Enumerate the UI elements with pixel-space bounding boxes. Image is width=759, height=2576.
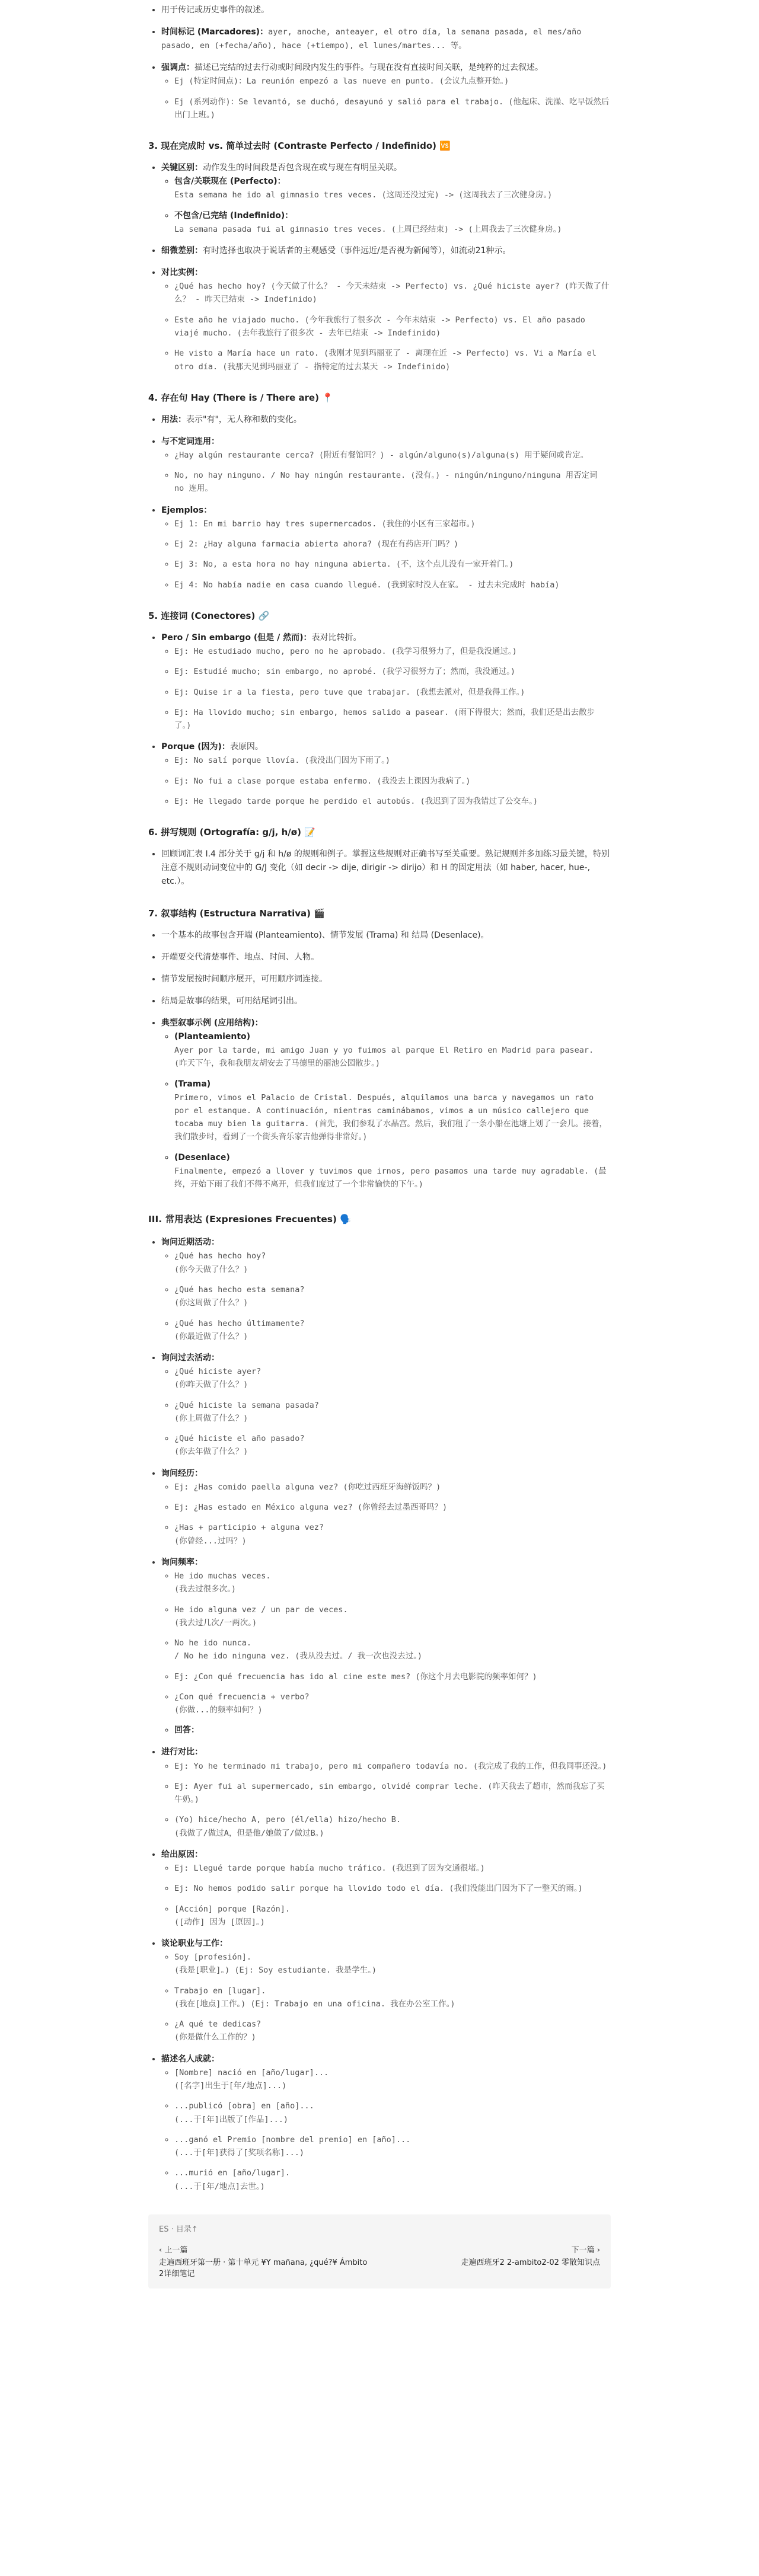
example-item: ◦ Ej: ¿Has comido paella alguna vez? (你吃过西班牙海鲜饭吗？) bbox=[174, 1481, 611, 1494]
list-item: • 开端要交代清楚事件、地点、时间、人物。 bbox=[161, 951, 611, 964]
list-item: • Ejemplos： ◦ Ej 1: En mi barrio hay tres supermercados. (我住的小区有三家超市。) ◦ Ej 2: ¿Hay alguna farmacia abierta ahora? (现在有药店开门吗？) ◦ Ej 3: No, a esta hora no hay ninguna abierta. (不，这个点儿没有一家开着门。) ◦ Ej 4: No había nadie en casa cuando llegué. (我到家时没人在家。 - 过去未完成时 había) bbox=[161, 504, 611, 592]
example-item: ◦ ...publicó [obra] en [año]... (...于[年]出版了[作品]...) bbox=[174, 2099, 611, 2126]
example-item: ◦ ...murió en [año/lugar]. (...于[年/地点]去世。) bbox=[174, 2166, 611, 2193]
list-item: • 用法：表示"有"，无人称和数的变化。 bbox=[161, 413, 611, 427]
list-item: • 回顾词汇表 I.4 部分关于 g/j 和 h/ø 的规则和例子。掌握这些规则对正确书写至关重要。熟记规则并多加练习最关键，特别注意不规则动词变位中的 G/J 变化（如 decir -> dije, dirigir -> dirijo）和 H 的固定用法（如 haber, hacer, hue-, etc.）。 bbox=[161, 848, 611, 889]
example-item: ◦ (Yo) hice/hecho A, pero (él/ella) hizo/hecho B. (我做了/做过A，但是他/她做了/做过B。) bbox=[174, 1813, 611, 1840]
post-navigation bbox=[148, 2214, 611, 2289]
article-body bbox=[148, 0, 611, 2324]
list-item: ◦ 不包含/已完结 (Indefinido)： La semana pasada fui al gimnasio tres veces. (上周已经结束) -> (上周我去了三次健身房。) bbox=[174, 209, 611, 236]
prev-label: ‹ 上一篇 bbox=[159, 2245, 188, 2255]
example-item: ◦ No, no hay ninguno. / No hay ningún restaurante. (没有。) - ningún/ninguno/ninguna 用否定词 no 连用。 bbox=[174, 469, 611, 496]
list-item: ◦ (Trama) Primero, vimos el Palacio de Cristal. Después, alquilamos una barca y navegamos un rato por el estanque. A continuación, mientras caminábamos, vimos a un músico callejero que tocaba muy bien la guitarra. (首先，我们参观了水晶宫。然后，我们租了一条小船在池塘上划了一会儿。接着，我们散步时，看到了一个街头音乐家吉他弹得非常好。) bbox=[174, 1078, 611, 1144]
example-item: ◦ Ej: He llegado tarde porque he perdido el autobús. (我迟到了因为我错过了公交车。) bbox=[174, 795, 611, 808]
example-item: ◦ Ej: ¿Con qué frecuencia has ido al cine este mes? (你这个月去电影院的频率如何？) bbox=[174, 1670, 611, 1683]
example-item: ◦ ¿Con qué frecuencia + verbo? (你做...的频率如何？) bbox=[174, 1690, 611, 1717]
list-item: ◦ 包含/关联现在 (Perfecto)： Esta semana he ido al gimnasio tres veces. (这周还没过完) -> (这周我去了三次健身房。) bbox=[174, 175, 611, 202]
next-title: 走遍西班牙2 2-ambito2-02 零散知识点 bbox=[461, 2258, 600, 2267]
list-item: • 询问过去活动： ◦ ¿Qué hiciste ayer? (你昨天做了什么？) ◦ ¿Qué hiciste la semana pasada? (你上周做了什么？) ◦ ¿Qué hiciste el año pasado? (你去年做了什么？) bbox=[161, 1351, 611, 1459]
list-item: ◦ (Desenlace) Finalmente, empezó a llover y tuvimos que irnos, pero pasamos una tarde muy agradable. (最终，开始下雨了我们不得不离开，但我们度过了一个非常愉快的下午。) bbox=[174, 1151, 611, 1191]
section-heading-conectores: 5. 连接词 (Conectores) 🔗 bbox=[148, 610, 270, 621]
example-item: ◦ Ej: Ayer fui al supermercado, sin embargo, olvidé comprar leche. (昨天我去了超市，然而我忘了买牛奶。) bbox=[174, 1780, 611, 1807]
section-heading-hay: 4. 存在句 Hay (There is / There are) 📍 bbox=[148, 392, 333, 403]
example-item: ◦ Ej: Llegué tarde porque había mucho tráfico. (我迟到了因为交通很堵。) bbox=[174, 1862, 611, 1875]
list-item: • 一个基本的故事包含开端 (Planteamiento)、情节发展 (Trama) 和 结局 (Desenlace)。 bbox=[161, 929, 611, 942]
list-item: • 对比实例： ◦ ¿Qué has hecho hoy? (今天做了什么？ - 今天未结束 -> Perfecto) vs. ¿Qué hiciste ayer? (昨天做了什么？ - 昨天已结束 -> Indefinido) ◦ Este año he viajado mucho. (今年我旅行了很多次 - 今年未结束 -> Perfecto) vs. El año pasado viajé mucho. (去年我旅行了很多次 - 去年已结束 -> Indefinido) ◦ He visto a María hace un rato. (我刚才见到玛丽亚了 - 离现在近 -> Perfecto) vs. Vi a María el otro día. (我那天见到玛丽亚了 - 指特定的过去某天 -> Indefinido) bbox=[161, 266, 611, 373]
list-item: • 询问频率： ◦ He ido muchas veces. (我去过很多次。) ◦ He ido alguna vez / un par de veces. (我去过几次/一两次。) ◦ No he ido nunca. / No he ido ninguna vez. (我从没去过。/ 我一次也没去过。) ◦ Ej: ¿Con qué frecuencia has ido al cine este mes? (你这个月去电影院的频率如何？) ◦ ¿Con qué frecuencia + verbo? (你做...的频率如何？) ◦ 回答： bbox=[161, 1556, 611, 1738]
example-item: ◦ [Nombre] nació en [año/lugar]... ([名字]出生于[年/地点]...) bbox=[174, 2066, 611, 2093]
example-item: ◦ Ej: No fui a clase porque estaba enfermo. (我没去上课因为我病了。) bbox=[174, 775, 611, 788]
example-item: ◦ ¿Hay algún restaurante cerca? (附近有餐馆吗？) - algún/alguno(s)/alguna(s) 用于疑问或肯定。 bbox=[174, 449, 611, 462]
example-item: ◦ ¿A qué te dedicas? (你是做什么工作的？) bbox=[174, 2018, 611, 2044]
nav-row bbox=[159, 2243, 600, 2280]
example-item: ◦ ¿Qué has hecho hoy? (今天做了什么？ - 今天未结束 -> Perfecto) vs. ¿Qué hiciste ayer? (昨天做了什么？ - 昨天已结束 -> Indefinido) bbox=[174, 280, 611, 306]
example-item: ◦ Ej (系列动作)：Se levantó, se duchó, desayunó y salió para el trabajo. (他起床、洗澡、吃早饭然后出门上班。) bbox=[174, 95, 611, 122]
example-item: ◦ Soy [profesión]. (我是[职业]。) (Ej: Soy estudiante. 我是学生。) bbox=[174, 1951, 611, 1977]
example-item: ◦ ¿Qué hiciste el año pasado? (你去年做了什么？) bbox=[174, 1432, 611, 1459]
example-item: ◦ Ej: No salí porque llovía. (我没出门因为下雨了。) bbox=[174, 754, 611, 767]
list-item: • 与不定词连用： ◦ ¿Hay algún restaurante cerca? (附近有餐馆吗？) - algún/alguno(s)/alguna(s) 用于疑问或肯定。 ◦ No, no hay ninguno. / No hay ningún restaurante. (没有。) - ningún/ninguno/ninguna 用否定词 no 连用。 bbox=[161, 435, 611, 496]
list-item: • 谈论职业与工作： ◦ Soy [profesión]. (我是[职业]。) (Ej: Soy estudiante. 我是学生。) ◦ Trabajo en [lugar]. (我在[地点]工作。) (Ej: Trabajo en una oficina. 我在办公室工作。) ◦ ¿A qué te dedicas? (你是做什么工作的？) bbox=[161, 1937, 611, 2044]
section-heading-expresiones: III. 常用表达 (Expresiones Frecuentes) 🗣️ bbox=[148, 1214, 352, 1225]
expresiones-list bbox=[148, 1236, 611, 2193]
conectores-list bbox=[148, 631, 611, 808]
example-item: ◦ ¿Qué has hecho hoy? (你今天做了什么？) bbox=[174, 1249, 611, 1276]
example-item: ◦ Trabajo en [lugar]. (我在[地点]工作。) (Ej: Trabajo en una oficina. 我在办公室工作。) bbox=[174, 1984, 611, 2011]
next-label: 下一篇 › bbox=[571, 2245, 600, 2255]
list-item: • 询问经历： ◦ Ej: ¿Has comido paella alguna vez? (你吃过西班牙海鲜饭吗？) ◦ Ej: ¿Has estado en México alguna vez? (你曾经去过墨西哥吗？) ◦ ¿Has + participio + alguna vez? (你曾经...过吗？) bbox=[161, 1467, 611, 1548]
list-item: • Pero / Sin embargo (但是 / 然而)：表对比转折。 ◦ Ej: He estudiado mucho, pero no he aprobado. (我学习很努力了，但是我没通过。) ◦ Ej: Estudié mucho; sin embargo, no aprobé. (我学习很努力了；然而，我没通过。) ◦ Ej: Quise ir a la fiesta, pero tuve que trabajar. (我想去派对，但是我得工作。) ◦ Ej: Ha llovido mucho; sin embargo, hemos salido a pasear. (雨下得很大；然而，我们还是出去散步了。) bbox=[161, 631, 611, 732]
example-item: ◦ Este año he viajado mucho. (今年我旅行了很多次 - 今年未结束 -> Perfecto) vs. El año pasado viajé mucho. (去年我旅行了很多次 - 去年已结束 -> Indefinido) bbox=[174, 314, 611, 340]
example-item: ◦ Ej: Yo he terminado mi trabajo, pero mi compañero todavía no. (我完成了我的工作，但我同事还没。) bbox=[174, 1760, 611, 1773]
list-item: • 描述名人成就： ◦ [Nombre] nació en [año/lugar]... ([名字]出生于[年/地点]...) ◦ ...publicó [obra] en [año]... (...于[年]出版了[作品]...) ◦ ...ganó el Premio [nombre del premio] en [año]... (...于[年]获得了[奖项名称]...) ◦ ...murió en [año/lugar]. (...于[年/地点]去世。) bbox=[161, 2053, 611, 2193]
example-item: ◦ Ej 2: ¿Hay alguna farmacia abierta ahora? (现在有药店开门吗？) bbox=[174, 538, 611, 551]
prev-post-link[interactable] bbox=[159, 2243, 371, 2280]
list-item: • 询问近期活动： ◦ ¿Qué has hecho hoy? (你今天做了什么？) ◦ ¿Qué has hecho esta semana? (你这周做了什么？) ◦ ¿Qué has hecho últimamente? (你最近做了什么？) bbox=[161, 1236, 611, 1343]
list-item: • 情节发展按时间顺序展开，可用顺序词连接。 bbox=[161, 973, 611, 986]
example-item: ◦ He ido alguna vez / un par de veces. (我去过几次/一两次。) bbox=[174, 1603, 611, 1630]
section-heading-ortografia: 6. 拼写规则 (Ortografía: g/j, h/ø) 📝 bbox=[148, 827, 315, 838]
list-item: • 进行对比： ◦ Ej: Yo he terminado mi trabajo, pero mi compañero todavía no. (我完成了我的工作，但我同事还没。) ◦ Ej: Ayer fui al supermercado, sin embargo, olvidé comprar leche. (昨天我去了超市，然而我忘了买牛奶。) ◦ (Yo) hice/hecho A, pero (él/ella) hizo/hecho B. (我做了/做过A，但是他/她做了/做过B。) bbox=[161, 1746, 611, 1839]
ortografia-list bbox=[148, 848, 611, 889]
list-item: • 用于传记或历史事件的叙述。 bbox=[161, 4, 611, 17]
example-item: ◦ Ej: Ha llovido mucho; sin embargo, hemos salido a pasear. (雨下得很大；然而，我们还是出去散步了。) bbox=[174, 706, 611, 733]
list-item: • 结局是故事的结果，可用结尾词引出。 bbox=[161, 995, 611, 1008]
example-item: ◦ Ej 4: No había nadie en casa cuando llegué. (我到家时没人在家。 - 过去未完成时 había) bbox=[174, 579, 611, 592]
list-item: ◦ 回答： bbox=[174, 1724, 611, 1737]
example-item: ◦ ¿Qué has hecho esta semana? (你这周做了什么？) bbox=[174, 1283, 611, 1310]
example-item: ◦ Ej: Quise ir a la fiesta, pero tuve que trabajar. (我想去派对，但是我得工作。) bbox=[174, 686, 611, 699]
indefinido-usage-list bbox=[148, 4, 611, 122]
hay-list bbox=[148, 413, 611, 592]
example-item: ◦ ¿Qué hiciste ayer? (你昨天做了什么？) bbox=[174, 1365, 611, 1392]
list-item: • 时间标记 (Marcadores)：ayer, anoche, anteayer, el otro día, la semana pasada, el mes/año pasado, en (+fecha/año), hace (+tiempo), el lunes/martes... 等。 bbox=[161, 25, 611, 53]
example-item: ◦ ¿Qué has hecho últimamente? (你最近做了什么？) bbox=[174, 1317, 611, 1344]
list-item: • 关键区别：动作发生的时间段是否包含现在或与现在有明显关联。 ◦ 包含/关联现在 (Perfecto)： Esta semana he ido al gimnasio tres veces. (这周还没过完) -> (这周我去了三次健身房。) ◦ 不包含/已完结 (Indefinido)： La semana pasada fui al gimnasio tres veces. (上周已经结束) -> (上周我去了三次健身房。) bbox=[161, 161, 611, 236]
example-item: ◦ Ej: He estudiado mucho, pero no he aprobado. (我学习很努力了，但是我没通过。) bbox=[174, 645, 611, 658]
narrativa-list bbox=[148, 929, 611, 1191]
example-item: ◦ ¿Has + participio + alguna vez? (你曾经...过吗？) bbox=[174, 1521, 611, 1548]
example-item: ◦ No he ido nunca. / No he ido ninguna vez. (我从没去过。/ 我一次也没去过。) bbox=[174, 1637, 611, 1663]
example-item: ◦ [Acción] porque [Razón]. ([动作] 因为 [原因]。) bbox=[174, 1903, 611, 1929]
example-item: ◦ Ej: ¿Has estado en México alguna vez? (你曾经去过墨西哥吗？) bbox=[174, 1501, 611, 1514]
example-item: ◦ Ej: Estudié mucho; sin embargo, no aprobé. (我学习很努力了；然而，我没通过。) bbox=[174, 665, 611, 678]
example-item: ◦ Ej 3: No, a esta hora no hay ninguna abierta. (不，这个点儿没有一家开着门。) bbox=[174, 558, 611, 571]
list-item: • 典型叙事示例 (应用结构)： ◦ (Planteamiento) Ayer por la tarde, mi amigo Juan y yo fuimos al parque El Retiro en Madrid para pasear. (昨天下午，我和我朋友胡安去了马德里的丽池公园散步。) ◦ (Trama) Primero, vimos el Palacio de Cristal. Después, alquilamos una barca y navegamos un rato por el estanque. A continuación, mientras caminábamos, vimos a un músico callejero que tocaba muy bien la guitarra. (首先，我们参观了水晶宫。然后，我们租了一条小船在池塘上划了一会儿。接着，我们散步时，看到了一个街头音乐家吉他弹得非常好。) ◦ (Desenlace) Finalmente, empezó a llover y tuvimos que irnos, pero pasamos una tarde muy agradable. (最终，开始下雨了我们不得不离开，但我们度过了一个非常愉快的下午。) bbox=[161, 1017, 611, 1191]
list-item: ◦ (Planteamiento) Ayer por la tarde, mi amigo Juan y yo fuimos al parque El Retiro en Madrid para pasear. (昨天下午，我和我朋友胡安去了马德里的丽池公园散步。) bbox=[174, 1030, 611, 1070]
example-item: ◦ Ej 1: En mi barrio hay tres supermercados. (我住的小区有三家超市。) bbox=[174, 517, 611, 530]
example-item: ◦ ...ganó el Premio [nombre del premio] en [año]... (...于[年]获得了[奖项名称]...) bbox=[174, 2133, 611, 2160]
example-item: ◦ Ej: No hemos podido salir porque ha llovido todo el día. (我们没能出门因为下了一整天的雨。) bbox=[174, 1882, 611, 1895]
next-post-link[interactable] bbox=[388, 2243, 600, 2280]
section-heading-narrativa: 7. 叙事结构 (Estructura Narrativa) 🎬 bbox=[148, 907, 325, 919]
contrast-list bbox=[148, 161, 611, 373]
example-item: ◦ ¿Qué hiciste la semana pasada? (你上周做了什么？) bbox=[174, 1399, 611, 1426]
example-item: ◦ Ej (特定时间点)：La reunión empezó a las nueve en punto. (会议九点整开始。) bbox=[174, 75, 611, 88]
example-item: ◦ He ido muchas veces. (我去过很多次。) bbox=[174, 1570, 611, 1596]
list-item: • Porque (因为)：表原因。 ◦ Ej: No salí porque llovía. (我没出门因为下雨了。) ◦ Ej: No fui a clase porque estaba enfermo. (我没去上课因为我病了。) ◦ Ej: He llegado tarde porque he perdido el autobús. (我迟到了因为我错过了公交车。) bbox=[161, 740, 611, 808]
list-item: • 细微差别：有时选择也取决于说话者的主观感受（事件远近/是否视为新闻等），如流动21种示。 bbox=[161, 244, 611, 258]
prev-title: 走遍西班牙第一册 · 第十单元 ¥Y mañana, ¿qué?¥ Ámbito 2详细笔记 bbox=[159, 2258, 368, 2279]
section-heading-contrast: 3. 现在完成时 vs. 简单过去时 (Contraste Perfecto / Indefinido) 🆚 bbox=[148, 140, 451, 152]
toc-link[interactable]: ES · 目录↑ bbox=[159, 2225, 198, 2234]
example-item: ◦ He visto a María hace un rato. (我刚才见到玛丽亚了 - 离现在近 -> Perfecto) vs. Vi a María el otro día. (我那天见到玛丽亚了 - 指特定的过去某天 -> Indefinido) bbox=[174, 347, 611, 373]
list-item: • 强调点：描述已完结的过去行动或时间段内发生的事件。与现在没有直接时间关联，是纯粹的过去叙述。 ◦ Ej (特定时间点)：La reunión empezó a las nueve en punto. (会议九点整开始。) ◦ Ej (系列动作)：Se levantó, se duchó, desayunó y salió para el trabajo. (他起床、洗澡、吃早饭然后出门上班。) bbox=[161, 61, 611, 122]
list-item: • 给出原因： ◦ Ej: Llegué tarde porque había mucho tráfico. (我迟到了因为交通很堵。) ◦ Ej: No hemos podido salir porque ha llovido todo el día. (我们没能出门因为下了一整天的雨。) ◦ [Acción] porque [Razón]. ([动作] 因为 [原因]。) bbox=[161, 1848, 611, 1929]
